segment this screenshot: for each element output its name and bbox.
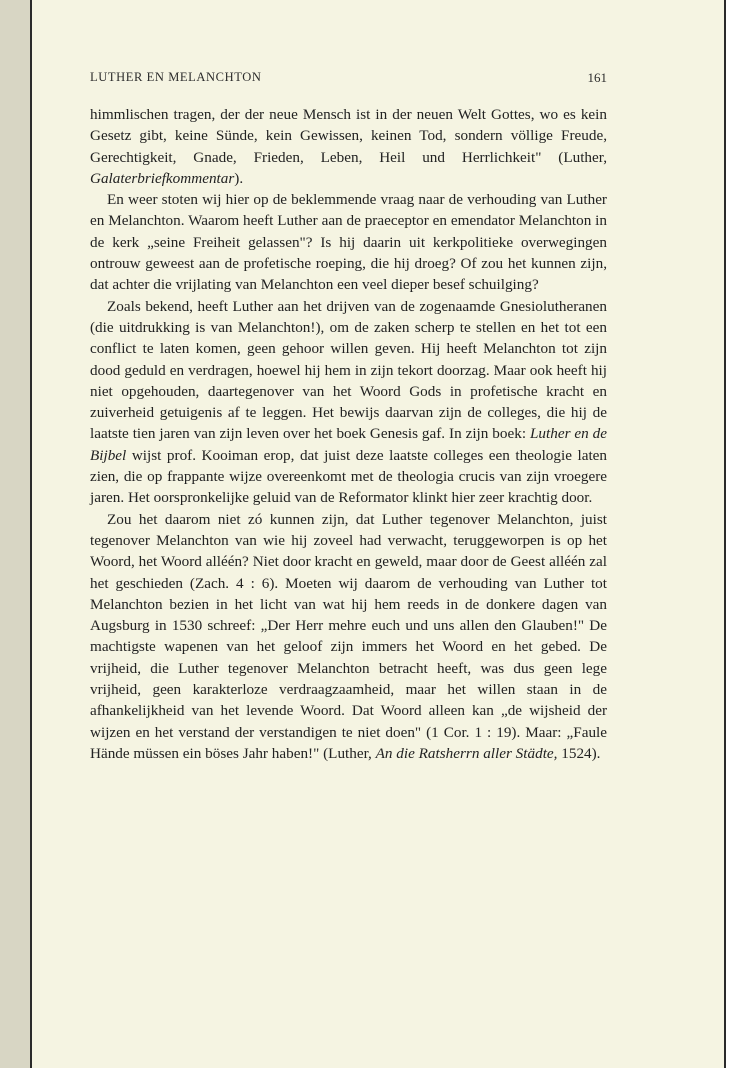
page-left-border [30,0,32,1068]
running-title: LUTHER EN MELANCHTON [90,70,262,84]
scan-margin [726,0,738,1068]
running-header [90,70,607,85]
paragraph-1: himmlischen tragen, der der neue Mensch ist in der neuen Welt Gottes, wo es kein Gesetz gibt, keine Sünde, kein Gewissen, keinen Tod, sondern völlige Freude, Gerechtigkeit, Gnade, Frieden, Leben, Heil und Herrlichkeit" (Luther, Galaterbriefkommentar). [90,106,607,187]
italic-title: Galaterbriefkommentar [90,169,235,187]
paragraph-4: Zou het daarom niet zó kunnen zijn, dat Luther tegenover Melanchton, juist tegenover Melanchton van wie hij zoveel had verwacht, teruggeworpen is op het Woord, het Woord alléén? Niet door kracht en geweld, maar door de Geest alléén zal het geschieden (Zach. 4 : 6). Moeten wij daarom de verhouding van Luther tot Melanchton bezien in het licht van wat hij hem reeds in de donkere dagen van Augsburg in 1530 schreef: „Der Herr mehre euch und uns allen den Glauben!" De machtigste wapenen van het geloof zijn immers het Woord en het gebed. De vrijheid, die Luther tegenover Melanchton betracht heeft, was dus geen lege vrijheid, geen karakterloze verdraagzaamheid, maar het willen staan in de afhankelijkheid van het levende Woord. Dat Woord alleen kan „de wijsheid der wijzen en het verstand der verstandigen te niet doen" (1 Cor. 1 : 19). Maar: „Faule Hände müssen ein böses Jahr haben!" (Luther, An die Ratsherrn aller Städte, 1524). [90,510,607,762]
paragraph-3: Zoals bekend, heeft Luther aan het drijven van de zogenaamde Gnesiolutheranen (die uitdrukking is van Melanchton!), om de zaken scherp te stellen en het tot een conflict te laten komen, geen gehoor willen geven. Hij heeft Melanchton tot zijn dood geduld en verdragen, hoewel hij hem in zijn tekort doorzag. Maar ook heeft hij niet opgehouden, daartegenover van het Woord Gods in profetische kracht en zuiverheid getuigenis af te leggen. Het bewijs daarvan zijn de colleges, die hij de laatste tien jaren van zijn leven over het boek Genesis gaf. In zijn boek: Luther en de Bijbel wijst prof. Kooiman erop, dat juist deze laatste colleges een theologie laten zien, die op frappante wijze overeenkomt met de theologia crucis van zijn vroegere jaren. Het oorspronkelijke geluid van de Reformator klinkt hier zeer krachtig door. [90,297,607,507]
page-number: 161 [587,70,607,85]
body-text [90,104,607,764]
italic-title: An die Ratsherrn aller Städte, [375,744,558,762]
paragraph-2: En weer stoten wij hier op de beklemmende vraag naar de verhouding van Luther en Melanchton. Waarom heeft Luther aan de praeceptor en emendator Melanchton in de kerk „seine Freiheit gelassen"? Is hij daarin uit kerkpolitieke overwegingen ontrouw geweest aan de profetische roeping, die hij droeg? Of zou het kunnen zijn, dat achter die vrijlating van Melanchton een veel dieper besef schuilging? [90,191,607,294]
page-gutter [0,0,30,1068]
italic-title: Luther en de Bijbel [90,425,607,464]
